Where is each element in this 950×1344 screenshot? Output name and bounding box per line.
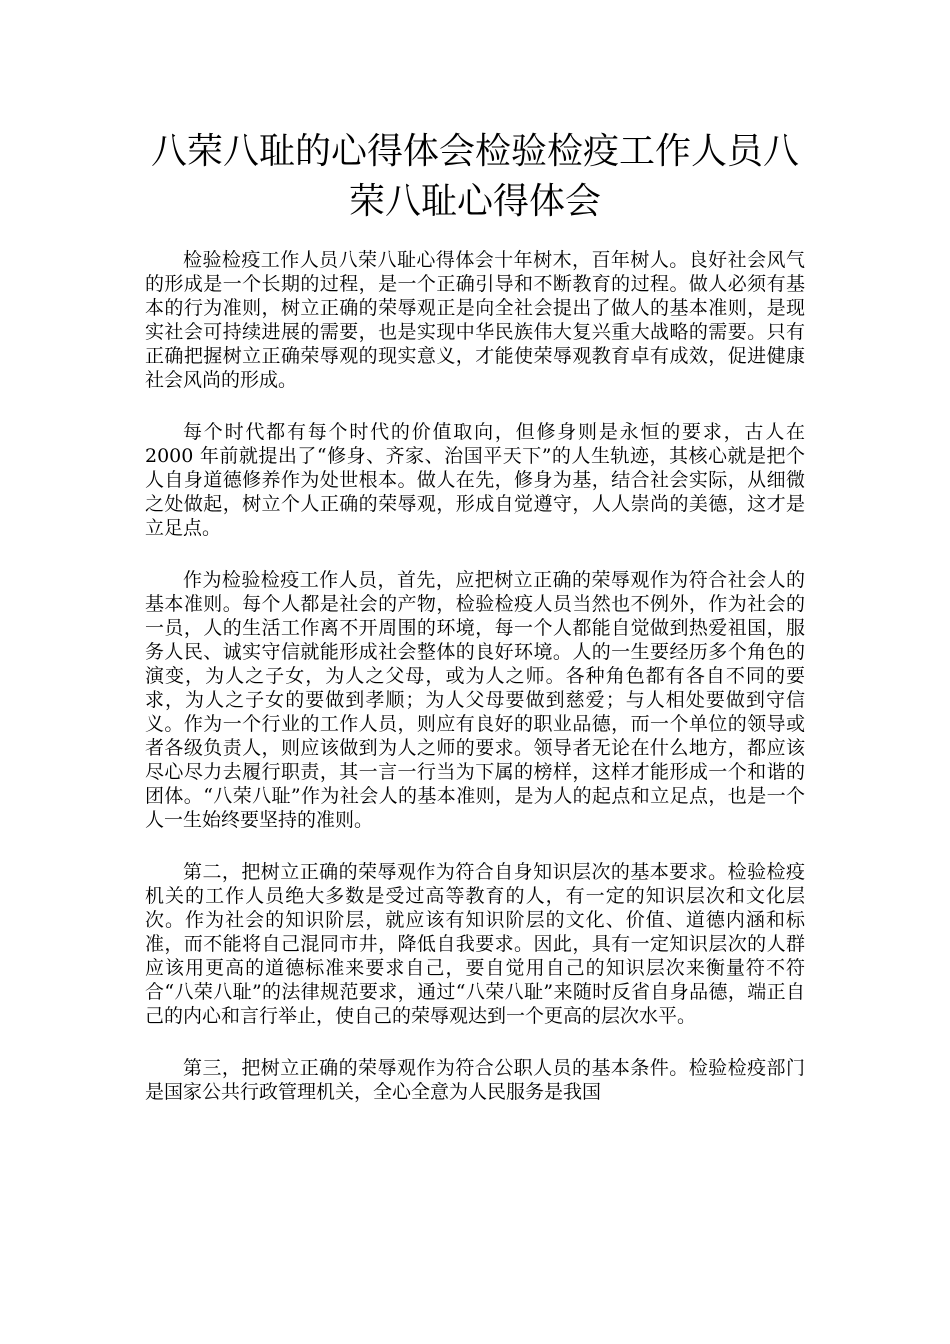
paragraph-5: 第三，把树立正确的荣辱观作为符合公职人员的基本条件。检验检疫部门是国家公共行政管理机关，全心全意为人民服务是我国 [145, 1057, 805, 1103]
document-body [145, 248, 805, 1132]
document-title: 八荣八耻的心得体会检验检疫工作人员八荣八耻心得体会 [150, 131, 799, 222]
paragraph-2: 每个时代都有每个时代的价值取向，但修身则是永恒的要求，古人在 2000 年前就提出了“修身、齐家、治国平天下”的人生轨迹，其核心就是把个人自身道德修养作为处世根本。做人在先，修身为基，结合社会实际，从细微之处做起，树立个人正确的荣辱观，形成自觉遵守，人人崇尚的美德，这才是立足点。 [145, 421, 805, 539]
paragraph-4: 第二，把树立正确的荣辱观作为符合自身知识层次的基本要求。检验检疫机关的工作人员绝大多数是受过高等教育的人，有一定的知识层次和文化层次。作为社会的知识阶层，就应该有知识阶层的文化、价值、道德内涵和标准，而不能将自己混同市井，降低自我要求。因此，具有一定知识层次的人群应该用更高的道德标准来要求自己，要自觉用自己的知识层次来衡量符不符合“八荣八耻”的法律规范要求，通过“八荣八耻”来随时反省自身品德，端正自己的内心和言行举止，使自己的荣辱观达到一个更高的层次水平。 [145, 861, 805, 1027]
paragraph-1: 检验检疫工作人员八荣八耻心得体会十年树木，百年树人。良好社会风气的形成是一个长期的过程，是一个正确引导和不断教育的过程。做人必须有基本的行为准则，树立正确的荣辱观正是向全社会提出了做人的基本准则，是现实社会可持续进展的需要，也是实现中华民族伟大复兴重大战略的需要。只有正确把握树立正确荣辱观的现实意义，才能使荣辱观教育卓有成效，促进健康社会风尚的形成。 [145, 249, 805, 391]
paragraph-3: 作为检验检疫工作人员，首先，应把树立正确的荣辱观作为符合社会人的基本准则。每个人都是社会的产物，检验检疫人员当然也不例外，作为社会的一员，人的生活工作离不开周围的环境，每一个人都能自觉做到热爱祖国，服务人民、诚实守信就能形成社会整体的良好环境。人的一生要经历多个角色的演变，为人之子女，为人之父母，或为人之师。各种角色都有各自不同的要求，为人之子女的要做到孝顺；为人父母要做到慈爱；与人相处要做到守信义。作为一个行业的工作人员，则应有良好的职业品德，而一个单位的领导或者各级负责人，则应该做到为人之师的要求。领导者无论在什么地方，都应该尽心尽力去履行职责，其一言一行当为下属的榜样，这样才能形成一个和谐的团体。“八荣八耻”作为社会人的基本准则，是为人的起点和立足点，也是一个人一生始终要坚持的准则。 [145, 569, 805, 831]
